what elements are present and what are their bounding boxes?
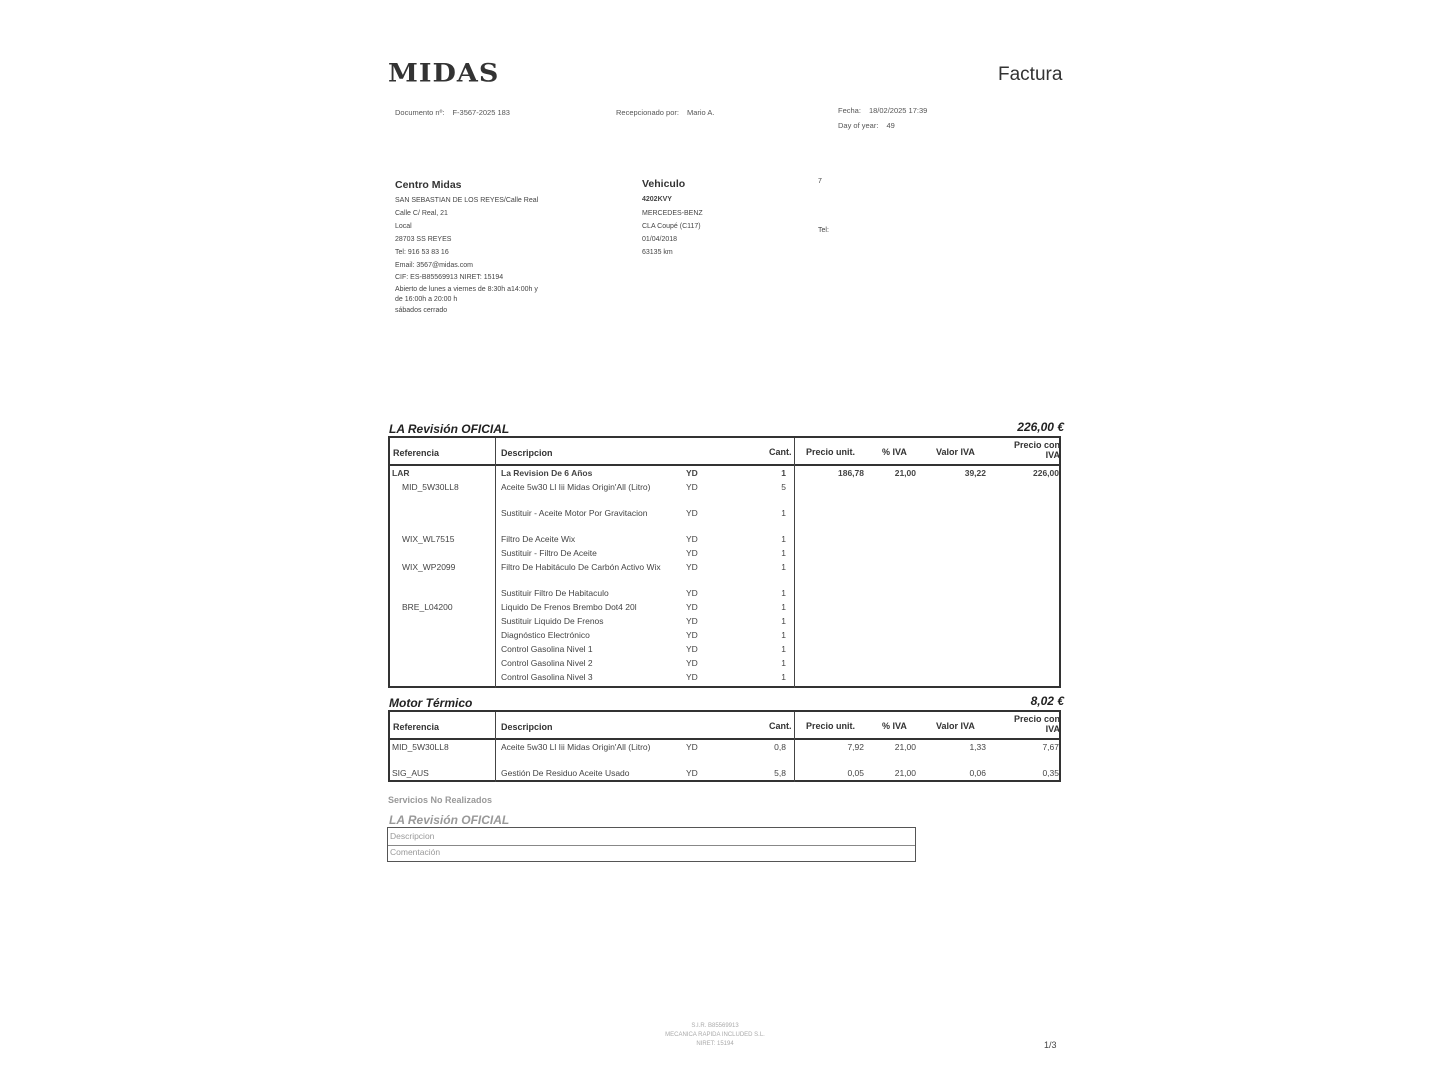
row-code: YD bbox=[686, 602, 698, 612]
day-of-year-value: 49 bbox=[886, 121, 895, 130]
footer-line: MECANICA RAPIDA INCLUDED S.L. bbox=[665, 1032, 765, 1038]
col-iva-value: Valor IVA bbox=[936, 447, 975, 457]
row-code: YD bbox=[686, 742, 698, 752]
not-done-comment-label: Comentación bbox=[390, 847, 441, 857]
row-description: Aceite 5w30 Ll Iii Midas Origin'All (Litro) bbox=[501, 742, 651, 752]
vehicle-mark: 7 bbox=[818, 178, 822, 185]
row-code: YD bbox=[686, 508, 698, 518]
row-code: YD bbox=[686, 482, 698, 492]
col-unit-price: Precio unit. bbox=[806, 721, 856, 731]
row-unit-price: 0,05 bbox=[847, 768, 864, 778]
vehicle-details bbox=[642, 208, 703, 260]
col-iva-percent: % IVA bbox=[882, 721, 907, 731]
row-quantity: 1 bbox=[781, 508, 786, 518]
shop-line: de 16:00h a 20:00 h bbox=[395, 296, 458, 304]
row-unit-price: 7,92 bbox=[847, 742, 864, 752]
section-total: 8,02 € bbox=[1030, 694, 1064, 708]
row-description: Aceite 5w30 Ll Iii Midas Origin'All (Litro) bbox=[501, 482, 651, 492]
col-price-label-a: Precio con bbox=[1013, 440, 1060, 450]
shop-line: Local bbox=[395, 222, 412, 230]
row-code: YD bbox=[686, 548, 698, 558]
column-divider bbox=[495, 712, 496, 782]
not-done-title: LA Revisión OFICIAL bbox=[389, 813, 510, 827]
footer-company-info bbox=[600, 1022, 830, 1049]
row-reference: SIG_AUS bbox=[392, 768, 429, 778]
shop-line: sábados cerrado bbox=[395, 307, 448, 315]
shop-line: Abierto de lunes a viernes de 8:30h a14:00h y bbox=[395, 286, 538, 294]
row-description: Sustituir - Filtro De Aceite bbox=[501, 548, 597, 558]
column-divider bbox=[794, 712, 795, 782]
row-iva-value: 1,33 bbox=[969, 742, 986, 752]
col-reference: Referencia bbox=[393, 448, 440, 458]
row-quantity: 5 bbox=[781, 482, 786, 492]
row-quantity: 1 bbox=[781, 630, 786, 640]
date bbox=[838, 106, 927, 115]
row-description: Sustituir - Aceite Motor Por Gravitacion bbox=[501, 508, 648, 518]
vehicle-line: 01/04/2018 bbox=[642, 235, 678, 243]
col-quantity: Cant. bbox=[769, 721, 792, 731]
vehicle-title: Vehiculo bbox=[642, 178, 686, 190]
document-number-value: F-3567-2025 183 bbox=[452, 108, 510, 117]
row-description: Control Gasolina Nivel 3 bbox=[501, 672, 593, 682]
row-price-with-iva: 0,35 bbox=[1042, 768, 1059, 778]
row-description: Filtro De Habitáculo De Carbón Activo Wix bbox=[501, 562, 661, 572]
received-by-value: Mario A. bbox=[686, 108, 715, 117]
col-description: Descripcion bbox=[501, 722, 553, 732]
row-quantity: 1 bbox=[781, 562, 786, 572]
row-code: YD bbox=[686, 658, 698, 668]
col-description: Descripcion bbox=[501, 448, 553, 458]
page-number: 1/3 bbox=[1044, 1040, 1057, 1050]
shop-line: Tel: 916 53 83 16 bbox=[395, 248, 449, 256]
row-description: Liquido De Frenos Brembo Dot4 20l bbox=[501, 602, 637, 612]
not-done-divider bbox=[388, 845, 915, 846]
not-done-description-label: Descripcion bbox=[390, 831, 435, 841]
row-reference: MID_5W30LL8 bbox=[392, 742, 449, 752]
table-header bbox=[390, 438, 1059, 466]
col-price-with-iva bbox=[990, 440, 1060, 460]
row-description: Control Gasolina Nivel 1 bbox=[501, 644, 593, 654]
row-reference: WIX_WP2099 bbox=[402, 562, 456, 572]
items-table bbox=[388, 436, 1061, 688]
shop-line: SAN SEBASTIAN DE LOS REYES/Calle Real bbox=[395, 197, 539, 204]
received-by-label: Recepcionado por: bbox=[616, 108, 679, 117]
row-quantity: 1 bbox=[781, 548, 786, 558]
document-title: Factura bbox=[998, 64, 1063, 85]
row-reference: BRE_L04200 bbox=[402, 602, 453, 612]
col-price-label-a: Precio con bbox=[1013, 714, 1060, 724]
row-iva-percent: 21,00 bbox=[894, 468, 916, 478]
row-unit-price: 186,78 bbox=[838, 468, 864, 478]
col-price-label-b: IVA bbox=[1045, 450, 1060, 460]
shop-line: CIF: ES-B85569913 NIRET: 15194 bbox=[395, 274, 504, 282]
footer-line: NIRET: 15194 bbox=[696, 1041, 734, 1047]
row-quantity: 1 bbox=[781, 616, 786, 626]
date-value: 18/02/2025 17:39 bbox=[868, 106, 928, 115]
table-header bbox=[390, 712, 1059, 740]
row-reference: MID_5W30LL8 bbox=[402, 482, 459, 492]
row-quantity: 1 bbox=[781, 588, 786, 598]
section-title: LA Revisión OFICIAL bbox=[389, 422, 510, 436]
row-code: YD bbox=[686, 672, 698, 682]
row-quantity: 1 bbox=[781, 672, 786, 682]
row-quantity: 1 bbox=[781, 468, 786, 478]
col-unit-price: Precio unit. bbox=[806, 447, 856, 457]
row-iva-value: 39,22 bbox=[964, 468, 986, 478]
vehicle-plate: 4202KVY bbox=[642, 196, 672, 203]
row-reference: LAR bbox=[392, 468, 410, 478]
col-reference: Referencia bbox=[393, 722, 440, 732]
row-iva-value: 0,06 bbox=[969, 768, 986, 778]
col-price-with-iva bbox=[990, 714, 1060, 734]
col-iva-percent: % IVA bbox=[882, 447, 907, 457]
row-quantity: 0,8 bbox=[774, 742, 786, 752]
day-of-year-label: Day of year: bbox=[838, 121, 879, 130]
row-quantity: 1 bbox=[781, 658, 786, 668]
row-code: YD bbox=[686, 768, 698, 778]
row-description: Filtro De Aceite Wix bbox=[501, 534, 576, 544]
row-code: YD bbox=[686, 588, 698, 598]
row-price-with-iva: 7,67 bbox=[1042, 742, 1059, 752]
not-done-heading: Servicios No Realizados bbox=[388, 795, 493, 805]
row-code: YD bbox=[686, 616, 698, 626]
row-description: Gestión De Residuo Aceite Usado bbox=[501, 768, 630, 778]
vehicle-tel-label: Tel: bbox=[818, 227, 829, 234]
day-of-year bbox=[838, 121, 895, 130]
row-code: YD bbox=[686, 644, 698, 654]
date-label: Fecha: bbox=[838, 106, 861, 115]
row-quantity: 1 bbox=[781, 644, 786, 654]
row-code: YD bbox=[686, 630, 698, 640]
section-title: Motor Térmico bbox=[389, 696, 473, 710]
vehicle-line: CLA Coupé (C117) bbox=[642, 222, 701, 230]
section-total: 226,00 € bbox=[1017, 420, 1064, 434]
row-code: YD bbox=[686, 534, 698, 544]
footer-line: S.I.R. B85569913 bbox=[691, 1023, 739, 1029]
row-description: Diagnóstico Electrónico bbox=[501, 630, 590, 640]
document-number bbox=[395, 108, 510, 117]
col-quantity: Cant. bbox=[769, 447, 792, 457]
col-iva-value: Valor IVA bbox=[936, 721, 975, 731]
row-description: Sustituir Filtro De Habitaculo bbox=[501, 588, 609, 598]
shop-title: Centro Midas bbox=[395, 179, 462, 191]
row-code: YD bbox=[686, 468, 698, 478]
shop-line: Email: 3567@midas.com bbox=[395, 261, 473, 269]
shop-line: 28703 SS REYES bbox=[395, 235, 452, 243]
row-code: YD bbox=[686, 562, 698, 572]
items-table bbox=[388, 710, 1061, 782]
midas-logo: MIDAS bbox=[388, 58, 500, 89]
row-price-with-iva: 226,00 bbox=[1033, 468, 1059, 478]
vehicle-line: MERCEDES-BENZ bbox=[642, 210, 703, 217]
document-number-label: Documento nº: bbox=[395, 108, 445, 117]
row-iva-percent: 21,00 bbox=[894, 742, 916, 752]
row-quantity: 1 bbox=[781, 602, 786, 612]
shop-address bbox=[395, 195, 575, 316]
row-quantity: 1 bbox=[781, 534, 786, 544]
not-done-box bbox=[387, 827, 916, 862]
received-by bbox=[616, 108, 714, 117]
col-price-label-b: IVA bbox=[1045, 724, 1060, 734]
vehicle-line: 63135 km bbox=[642, 248, 673, 256]
row-reference: WIX_WL7515 bbox=[402, 534, 455, 544]
column-divider bbox=[794, 438, 795, 688]
shop-line: Calle C/ Real, 21 bbox=[395, 209, 448, 217]
row-iva-percent: 21,00 bbox=[894, 768, 916, 778]
row-description: Control Gasolina Nivel 2 bbox=[501, 658, 593, 668]
row-description: La Revision De 6 Años bbox=[501, 468, 593, 478]
row-quantity: 5,8 bbox=[774, 768, 786, 778]
row-description: Sustituir Liquido De Frenos bbox=[501, 616, 604, 626]
